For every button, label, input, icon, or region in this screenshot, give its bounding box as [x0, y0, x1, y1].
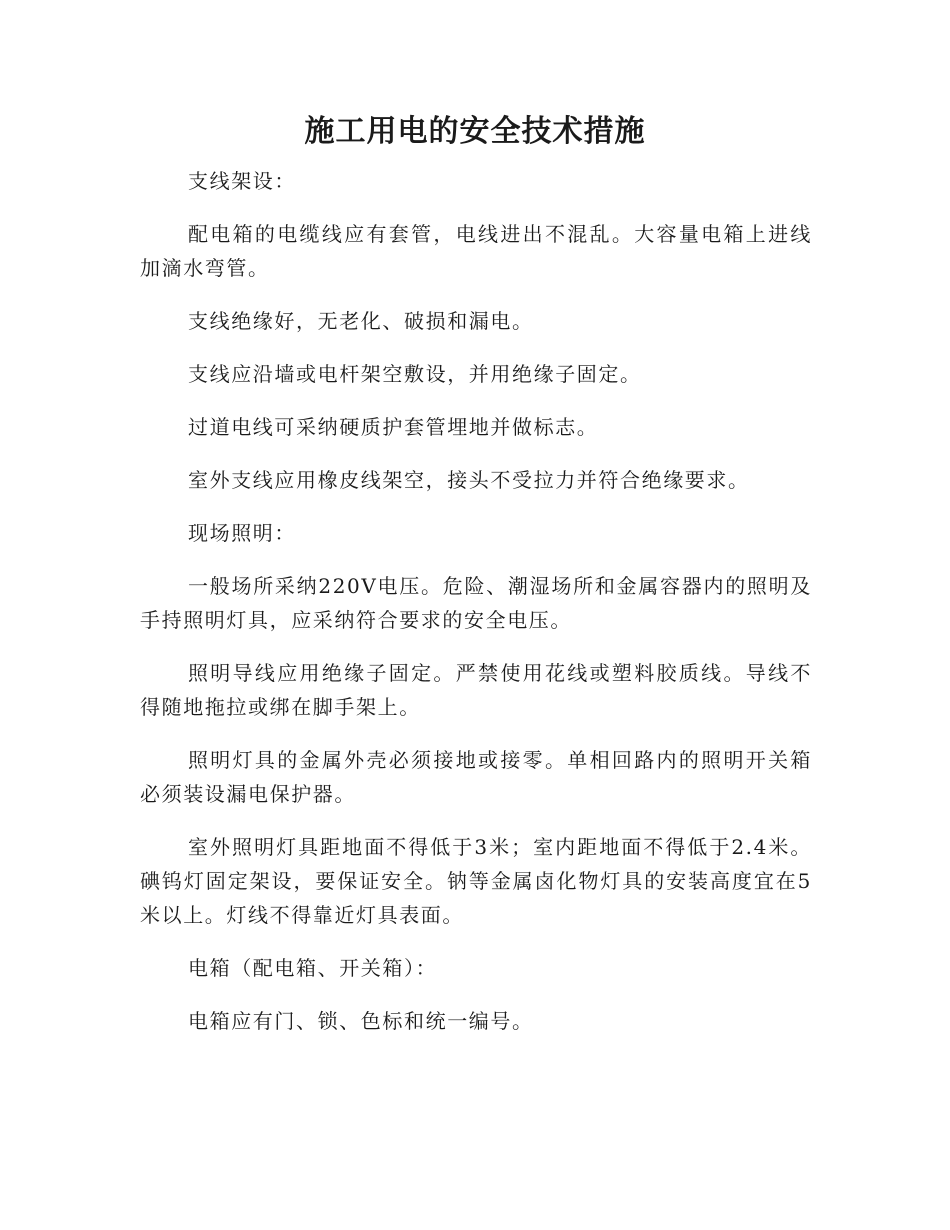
paragraph: 照明导线应用绝缘子固定。严禁使用花线或塑料胶质线。导线不得随地拖拉或绑在脚手架上。	[140, 661, 812, 719]
paragraph-branch-line-heading: 支线架设：	[188, 169, 296, 193]
paragraph: 一般场所采纳220V电压。危险、潮湿场所和金属容器内的照明及手持照明灯具，应采纳符合要求的安全电压。	[140, 574, 812, 632]
page-title: 施工用电的安全技术措施	[304, 114, 646, 149]
paragraph: 照明灯具的金属外壳必须接地或接零。单相回路内的照明开关箱必须装设漏电保护器。	[140, 748, 812, 806]
paragraph: 室外支线应用橡皮线架空，接头不受拉力并符合绝缘要求。	[188, 468, 750, 492]
paragraph: 电箱应有门、锁、色标和统一编号。	[188, 1009, 534, 1033]
paragraph-lighting-heading: 现场照明：	[188, 521, 296, 545]
document-body	[140, 164, 812, 1057]
paragraph: 过道电线可采纳硬质护套管埋地并做标志。	[188, 415, 599, 439]
paragraph: 室外照明灯具距地面不得低于3米；室内距地面不得低于2.4米。碘钨灯固定架设，要保证安全。钠等金属卤化物灯具的安装高度宜在5米以上。灯线不得靠近灯具表面。	[140, 835, 812, 927]
paragraph: 支线应沿墙或电杆架空敷设，并用绝缘子固定。	[188, 362, 642, 386]
paragraph: 配电箱的电缆线应有套管，电线进出不混乱。大容量电箱上进线加滴水弯管。	[140, 222, 812, 280]
paragraph-electric-box-heading: 电箱（配电箱、开关箱）：	[188, 956, 438, 980]
paragraph: 支线绝缘好，无老化、破损和漏电。	[188, 309, 534, 333]
